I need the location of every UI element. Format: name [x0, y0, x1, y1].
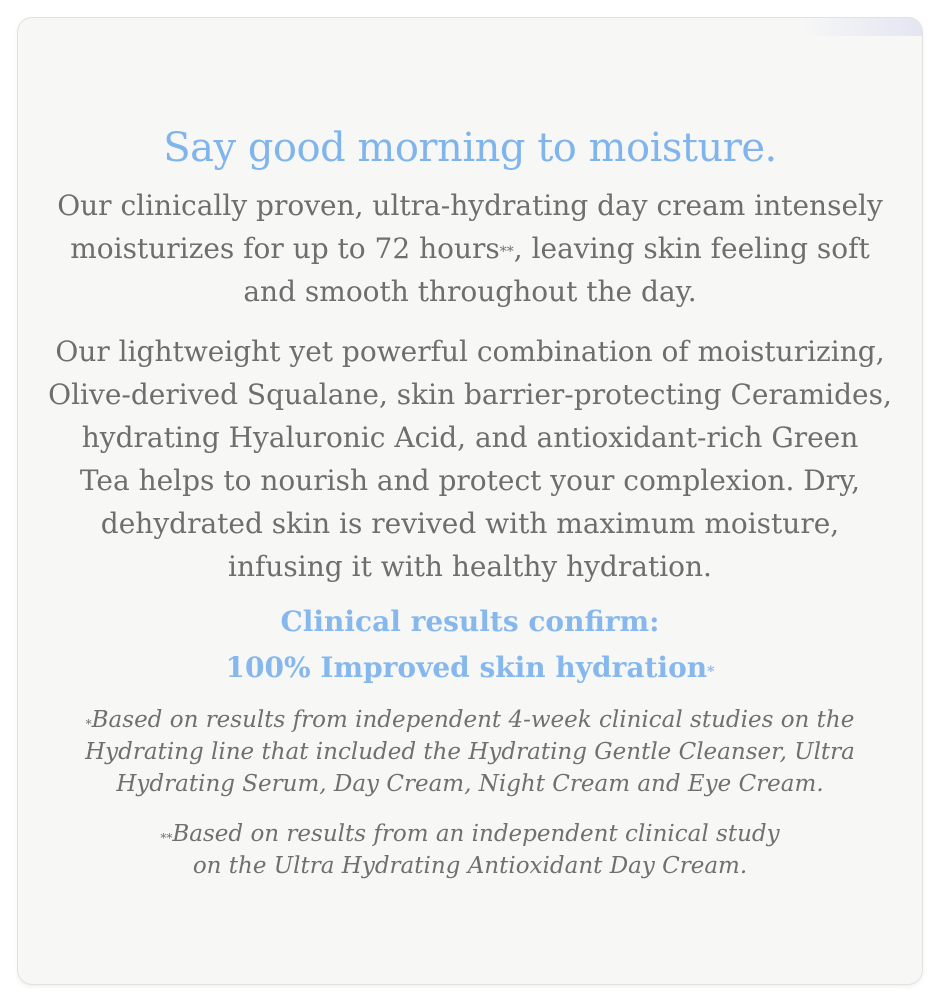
footnote-line: Hydrating line that included the Hydrating Gentle Cleanser, Ultra: [85, 739, 855, 765]
asterisk-marker: *: [85, 717, 92, 731]
footnote-line: on the Ultra Hydrating Antioxidant Day Cream.: [192, 853, 748, 879]
footnote-line: Hydrating Serum, Day Cream, Night Cream and Eye Cream.: [116, 771, 824, 797]
ingredients-line: infusing it with healthy hydration.: [228, 550, 712, 583]
description-line: [40, 227, 900, 270]
clinical-results-heading: Clinical results confirm:: [280, 605, 660, 638]
description-line: and smooth throughout the day.: [243, 275, 697, 308]
double-asterisk-marker: **: [160, 831, 173, 845]
asterisk-marker: *: [707, 664, 715, 680]
headline: Say good morning to moisture.: [163, 125, 777, 171]
clinical-claim-text: 100% Improved skin hydration: [225, 651, 708, 684]
footnote-text: Based on results from an independent clinical study: [172, 821, 780, 847]
footnote-line: [48, 818, 892, 850]
description-paragraph: [40, 184, 900, 313]
ingredients-line: Our lightweight yet powerful combination of moisturizing,: [55, 335, 885, 368]
ingredients-line: dehydrated skin is revived with maximum moisture,: [100, 507, 840, 540]
description-text: , leaving skin feeling soft: [513, 232, 870, 265]
clinical-results-claim: [18, 650, 922, 686]
ingredients-paragraph: [40, 330, 900, 588]
footnote-line: [48, 704, 892, 736]
ingredients-line: hydrating Hyaluronic Acid, and antioxidant-rich Green: [81, 421, 859, 454]
double-asterisk-marker: **: [499, 244, 514, 260]
ingredients-line: Tea helps to nourish and protect your complexion. Dry,: [79, 464, 861, 497]
footnote-single-asterisk: [48, 704, 892, 800]
ingredients-line: Olive-derived Squalane, skin barrier-protecting Ceramides,: [48, 378, 892, 411]
product-box-panel: [18, 18, 922, 984]
footnote-double-asterisk: [48, 818, 892, 882]
description-text: moisturizes for up to 72 hours: [70, 232, 500, 265]
footnote-text: Based on results from independent 4-week clinical studies on the: [91, 707, 855, 733]
description-line: Our clinically proven, ultra-hydrating day cream intensely: [57, 189, 883, 222]
